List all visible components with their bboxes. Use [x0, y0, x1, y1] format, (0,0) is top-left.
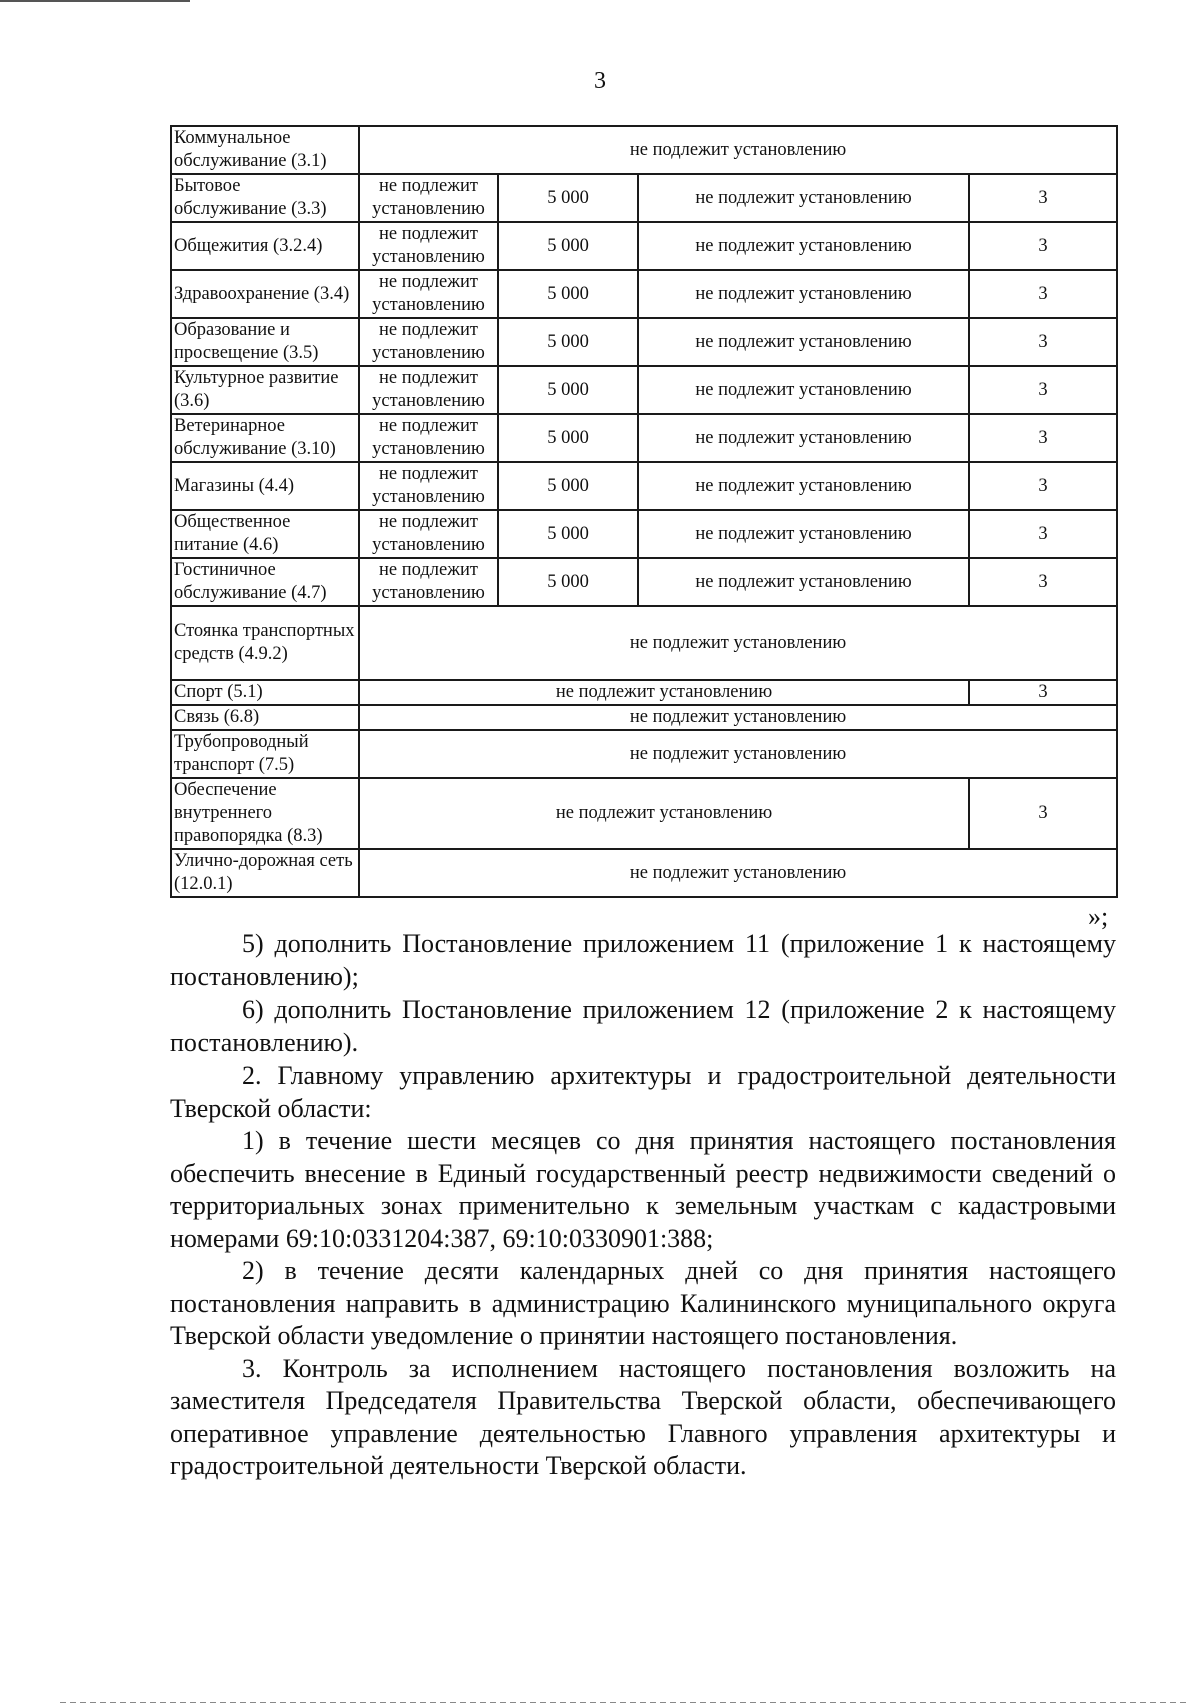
cell-value: не подлежит установлению — [638, 510, 969, 558]
table-row — [171, 414, 1117, 462]
paragraph-3: 3. Контроль за исполнением настоящего постановления возложить на заместителя Председателя Правительства Тверской области, обеспечивающего оперативное управление деятельностью Главного управления архитектуры и градостроительной деятельности Тверской области. — [170, 1353, 1116, 1480]
zone-use-name: Трубопроводный транспорт (7.5) — [171, 730, 359, 778]
closing-quote: »; — [1088, 902, 1109, 931]
cell-number: 3 — [969, 414, 1117, 462]
cell-area: 5 000 — [498, 270, 638, 318]
merged-value: не подлежит установлению — [359, 126, 1117, 174]
zone-use-name: Спорт (5.1) — [171, 680, 359, 705]
cell-value: не подлежит установлению — [359, 318, 498, 366]
cell-number: 3 — [969, 778, 1117, 849]
cell-number: 3 — [969, 222, 1117, 270]
table-body — [171, 126, 1117, 897]
cell-value: не подлежит установлению — [638, 222, 969, 270]
cell-value: не подлежит установлению — [638, 414, 969, 462]
cell-value: не подлежит установлению — [359, 414, 498, 462]
cell-number: 3 — [969, 174, 1117, 222]
zone-use-name: Обеспечение внутреннего правопорядка (8.3) — [171, 778, 359, 849]
table-row — [171, 778, 1117, 849]
paragraph-5: 5) дополнить Постановление приложением 11 (приложение 1 к настоящему постановлению); — [170, 929, 1116, 991]
table-row — [171, 126, 1117, 174]
cell-value: не подлежит установлению — [638, 558, 969, 606]
table-row — [171, 606, 1117, 680]
cell-number: 3 — [969, 680, 1117, 705]
zone-use-name: Бытовое обслуживание (3.3) — [171, 174, 359, 222]
zone-use-name: Магазины (4.4) — [171, 462, 359, 510]
table-row — [171, 849, 1117, 897]
amendment-item-5 — [170, 928, 1116, 993]
regulations-table — [170, 125, 1118, 898]
table-row — [171, 510, 1117, 558]
table-row — [171, 462, 1117, 510]
paragraph-2-1: 1) в течение шести месяцев со дня принятия настоящего постановления обеспечить внесение в Единый государственный реестр недвижимости сведений о территориальных зонах применительно к земельным участкам с кадастровыми номерами 69:10:0331204:387, 69:10:0330901:388; — [170, 1126, 1116, 1253]
cell-area: 5 000 — [498, 510, 638, 558]
cell-value: не подлежит установлению — [359, 174, 498, 222]
table-row — [171, 366, 1117, 414]
table-row — [171, 558, 1117, 606]
merged-value: не подлежит установлению — [359, 730, 1117, 778]
zone-use-name: Общественное питание (4.6) — [171, 510, 359, 558]
cell-number: 3 — [969, 318, 1117, 366]
merged-value: не подлежит установлению — [359, 849, 1117, 897]
table-row — [171, 705, 1117, 730]
cell-number: 3 — [969, 510, 1117, 558]
merged-value: не подлежит установлению — [359, 705, 1117, 730]
cell-value: не подлежит установлению — [638, 174, 969, 222]
cell-number: 3 — [969, 462, 1117, 510]
zone-use-name: Здравоохранение (3.4) — [171, 270, 359, 318]
table-row — [171, 174, 1117, 222]
zone-use-name: Улично-дорожная сеть (12.0.1) — [171, 849, 359, 897]
amendment-item-6 — [170, 994, 1116, 1059]
zone-use-name: Коммунальное обслуживание (3.1) — [171, 126, 359, 174]
zone-use-name: Гостиничное обслуживание (4.7) — [171, 558, 359, 606]
cell-area: 5 000 — [498, 558, 638, 606]
cell-number: 3 — [969, 270, 1117, 318]
cell-area: 5 000 — [498, 366, 638, 414]
table-row — [171, 680, 1117, 705]
merged-value: не подлежит установлению — [359, 778, 969, 849]
table-row — [171, 270, 1117, 318]
cell-area: 5 000 — [498, 174, 638, 222]
cell-value: не подлежит установлению — [359, 222, 498, 270]
table-row — [171, 318, 1117, 366]
paragraph-6: 6) дополнить Постановление приложением 12 (приложение 2 к настоящему постановлению). — [170, 995, 1116, 1057]
cell-value: не подлежит установлению — [359, 462, 498, 510]
cell-number: 3 — [969, 366, 1117, 414]
page-number: 3 — [594, 68, 606, 94]
cell-value: не подлежит установлению — [359, 558, 498, 606]
cell-value: не подлежит установлению — [638, 318, 969, 366]
cell-number: 3 — [969, 558, 1117, 606]
paragraph-2-2: 2) в течение десяти календарных дней со дня принятия настоящего постановления направить в администрацию Калининского муниципального округа Тверской области уведомление о принятии настоящего постановления. — [170, 1256, 1116, 1350]
zone-use-name: Стоянка транспортных средств (4.9.2) — [171, 606, 359, 680]
cell-area: 5 000 — [498, 462, 638, 510]
merged-value: не подлежит установлению — [359, 606, 1117, 680]
cell-value: не подлежит установлению — [359, 366, 498, 414]
scan-edge-bottom — [60, 1702, 1190, 1703]
paragraph-2: 2. Главному управлению архитектуры и градостроительной деятельности Тверской области: — [170, 1061, 1116, 1123]
table-row — [171, 730, 1117, 778]
zone-use-name: Связь (6.8) — [171, 705, 359, 730]
table-row — [171, 222, 1117, 270]
zone-use-name: Общежития (3.2.4) — [171, 222, 359, 270]
cell-area: 5 000 — [498, 318, 638, 366]
cell-value: не подлежит установлению — [359, 270, 498, 318]
section-2 — [170, 1060, 1116, 1483]
zone-use-name: Ветеринарное обслуживание (3.10) — [171, 414, 359, 462]
scan-edge-top — [0, 0, 190, 2]
cell-area: 5 000 — [498, 414, 638, 462]
merged-value: не подлежит установлению — [359, 680, 969, 705]
cell-value: не подлежит установлению — [638, 366, 969, 414]
cell-value: не подлежит установлению — [638, 462, 969, 510]
cell-area: 5 000 — [498, 222, 638, 270]
zone-use-name: Культурное развитие (3.6) — [171, 366, 359, 414]
zone-use-name: Образование и просвещение (3.5) — [171, 318, 359, 366]
cell-value: не подлежит установлению — [638, 270, 969, 318]
cell-value: не подлежит установлению — [359, 510, 498, 558]
